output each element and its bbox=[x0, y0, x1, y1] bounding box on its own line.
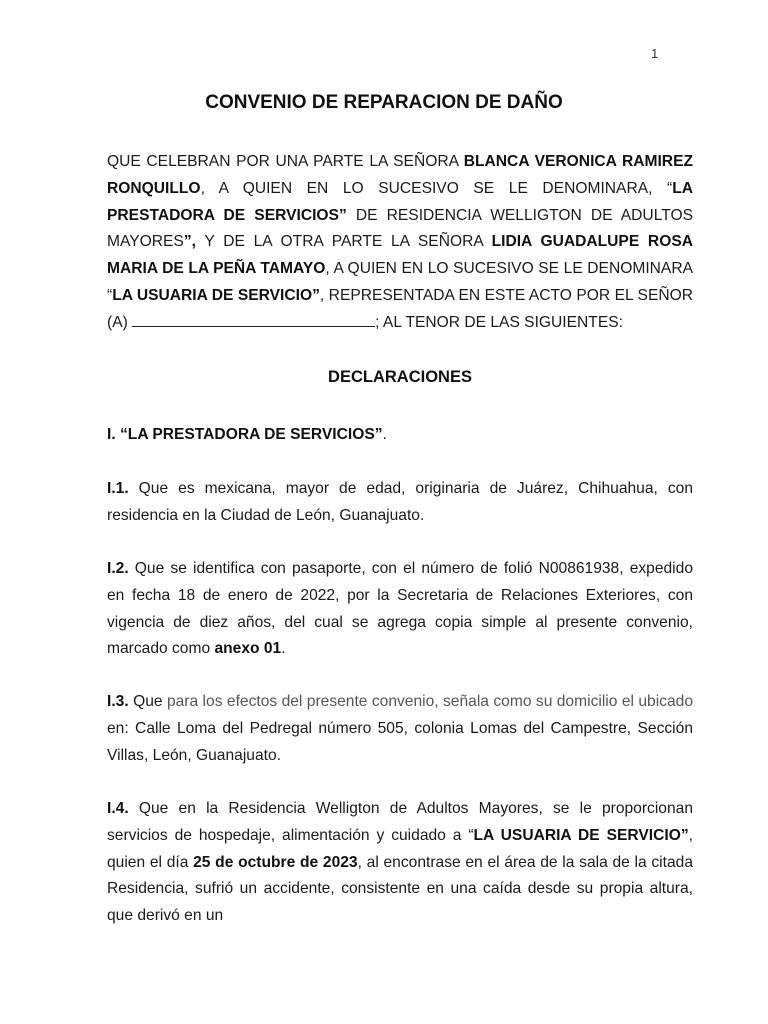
clause-1-4-text-1: Que en la Residencia Welligton de Adultos Mayores, se le proporcionan servicios de hospedaje, alimentación y cuidado a “ bbox=[107, 800, 693, 844]
clause-1-3-label: I.3. bbox=[107, 693, 129, 710]
intro-text-5: , A QUIEN EN LO SUCESIVO SE LE DENOMINARA “ bbox=[107, 260, 693, 304]
clause-1-1 bbox=[107, 476, 693, 530]
clause-1-1-label: I.1. bbox=[107, 480, 129, 497]
clause-1-4-text-2: , quien el día bbox=[107, 826, 693, 871]
intro-text-7: ; AL TENOR DE LAS SIGUIENTES: bbox=[375, 313, 623, 331]
clause-1-3 bbox=[107, 689, 693, 769]
clause-1-4-usuaria: LA USUARIA DE SERVICIO” bbox=[473, 826, 689, 844]
intro-name-usuaria: LIDIA GUADALUPE ROSA MARIA DE LA PEÑA TAMAYO bbox=[107, 233, 693, 278]
intro-text-1: QUE CELEBRAN POR UNA PARTE LA SEÑORA bbox=[107, 153, 464, 170]
section-one-heading bbox=[107, 426, 387, 444]
representative-blank-line bbox=[132, 312, 375, 327]
clause-1-4-date: 25 de octubre de 2023 bbox=[193, 853, 358, 871]
clause-1-2-label: I.2. bbox=[107, 560, 129, 577]
section-one-label: I. “LA PRESTADORA DE SERVICIOS” bbox=[107, 426, 383, 443]
clause-1-3-text-c: en: Calle Loma del Pedregal número 505, colonia Lomas del Campestre, Sección Villas, León, Guanajuato. bbox=[107, 719, 693, 764]
intro-text-6: , REPRESENTADA EN ESTE ACTO POR EL SEÑOR (A) bbox=[107, 286, 693, 331]
page-number: 1 bbox=[651, 46, 659, 61]
clause-1-4-text-3: , al encontrase en el área de la sala de la citada Residencia, sufrió un accidente, consistente en una caída desde su propia altura, que derivó en un bbox=[107, 853, 693, 925]
intro-text-2: , A QUIEN EN LO SUCESIVO SE LE DENOMINARA, “ bbox=[200, 179, 673, 197]
intro-name-prestadora: BLANCA VERONICA RAMIREZ RONQUILLO bbox=[107, 153, 693, 197]
intro-label-prestadora: LA PRESTADORA DE SERVICIOS” bbox=[107, 179, 693, 224]
intro-label-usuaria: LA USUARIA DE SERVICIO” bbox=[112, 286, 320, 304]
clause-1-2-annex: anexo 01 bbox=[214, 640, 282, 658]
intro-text-4: Y DE LA OTRA PARTE LA SEÑORA bbox=[195, 233, 492, 251]
clause-1-3-text-a: Que bbox=[128, 693, 163, 710]
clause-1-4-label: I.4. bbox=[107, 800, 129, 817]
clause-1-2 bbox=[107, 556, 693, 663]
clause-1-1-text: Que es mexicana, mayor de edad, originaria de Juárez, Chihuahua, con residencia en la Ciudad de León, Guanajuato. bbox=[107, 480, 693, 524]
section-one-suffix: . bbox=[382, 426, 387, 443]
intro-text-3: DE RESIDENCIA WELLIGTON DE ADULTOS MAYORES bbox=[107, 206, 693, 251]
declaraciones-heading: DECLARACIONES bbox=[328, 368, 472, 386]
clause-1-3-text-b: para los efectos del presente convenio, señala como su domicilio el ubicado bbox=[162, 693, 693, 710]
document-title: CONVENIO DE REPARACION DE DAÑO bbox=[205, 92, 563, 113]
intro-quote-close: ”, bbox=[183, 233, 196, 251]
intro-paragraph bbox=[107, 149, 693, 337]
clause-1-4 bbox=[107, 796, 693, 930]
clause-1-2-text: Que se identifica con pasaporte, con el número de folió N00861938, expedido en fecha 18 de enero de 2022, por la Secretaria de Relaciones Exteriores, con vigencia de diez años, del cual se agrega copia simple al presente convenio, marcado como bbox=[107, 560, 693, 658]
clause-1-2-end: . bbox=[281, 640, 286, 658]
